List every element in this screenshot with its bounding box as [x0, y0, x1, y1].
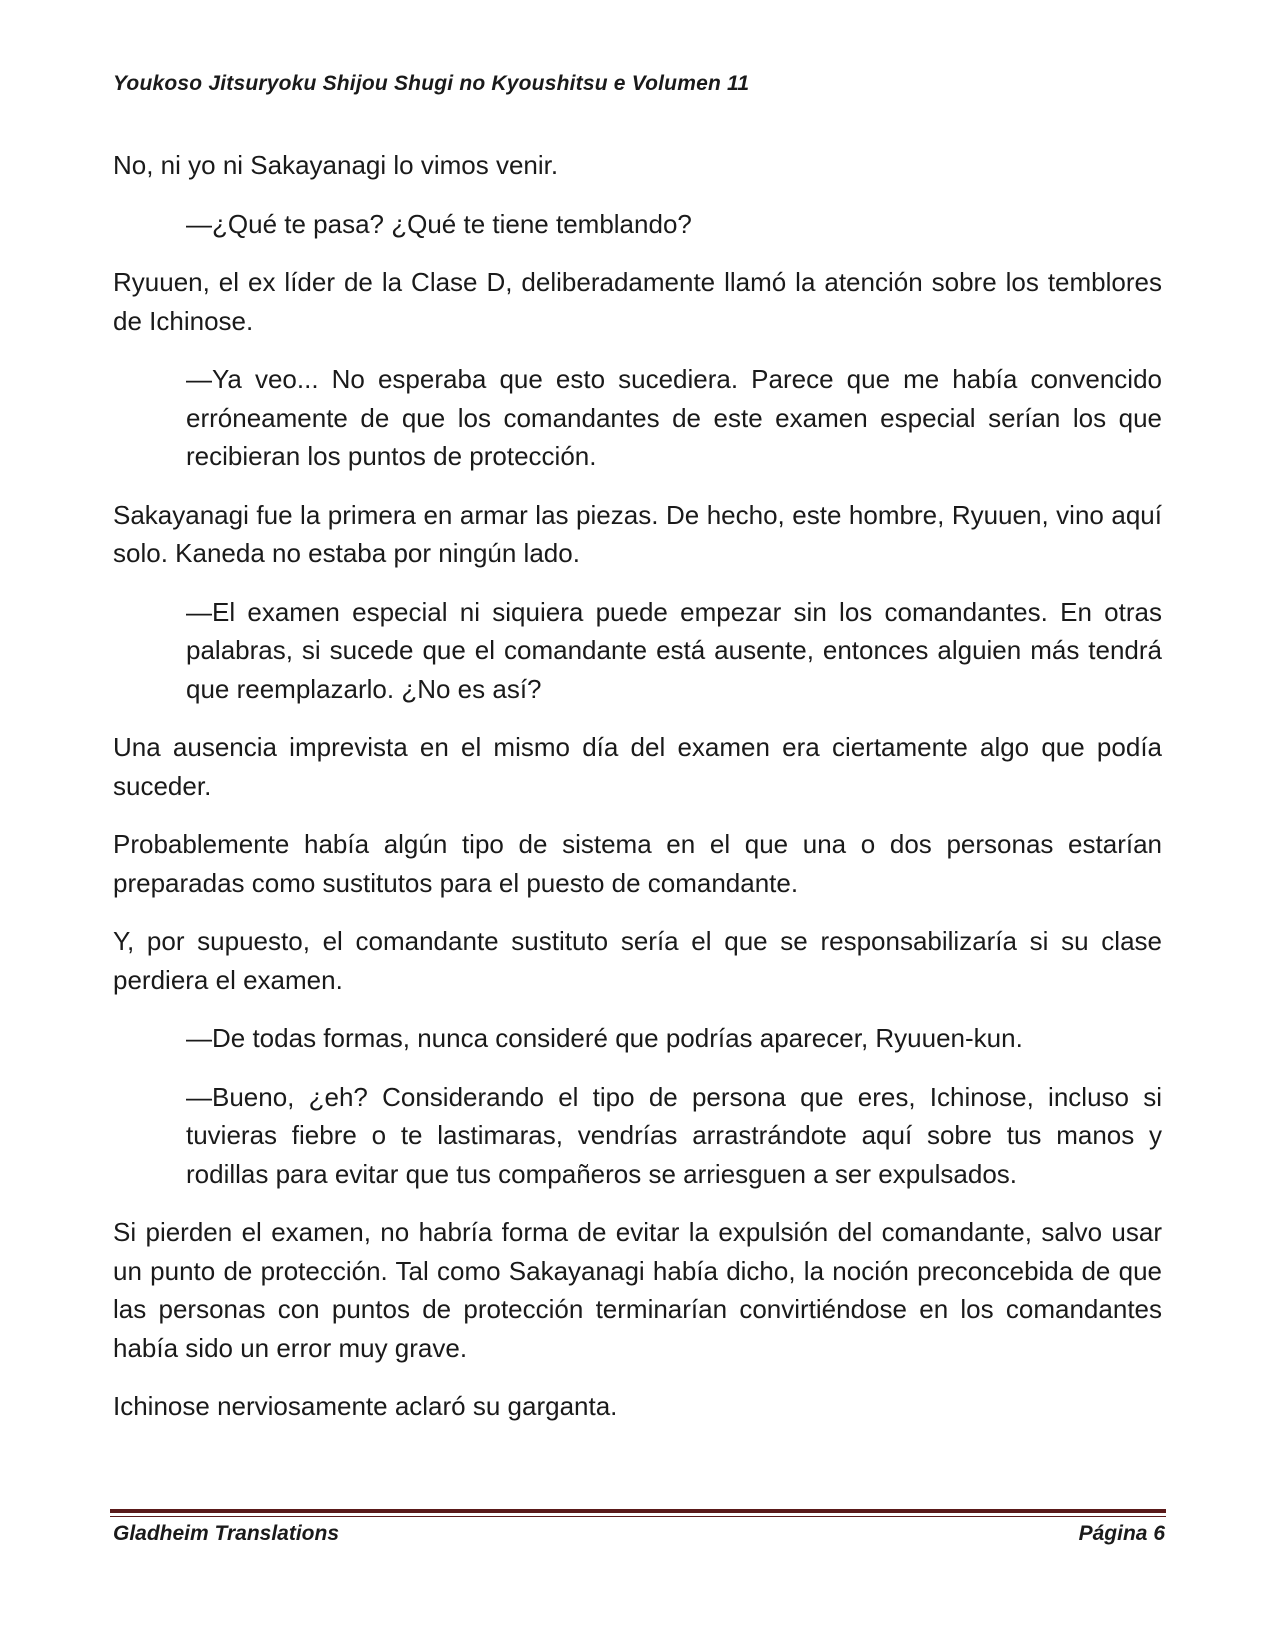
- footer-rule-thin: [110, 1516, 1166, 1517]
- dialogue-paragraph: —Ya veo... No esperaba que esto sucediera. Parece que me había convencido erróneamente de que los comandantes de este examen especial serían los que recibieran los puntos de protección.: [186, 364, 1162, 471]
- running-header: Youkoso Jitsuryoku Shijou Shugi no Kyoushitsu e Volumen 11: [113, 72, 750, 95]
- paragraph: Sakayanagi fue la primera en armar las piezas. De hecho, este hombre, Ryuuen, vino aquí solo. Kaneda no estaba por ningún lado.: [113, 499, 1162, 568]
- dialogue-paragraph: —De todas formas, nunca consideré que podrías aparecer, Ryuuen-kun.: [186, 1023, 1023, 1053]
- footer-credit: Gladheim Translations: [113, 1522, 340, 1545]
- paragraph: Una ausencia imprevista en el mismo día del examen era ciertamente algo que podía suceder.: [113, 732, 1162, 801]
- paragraph: No, ni yo ni Sakayanagi lo vimos venir.: [113, 150, 559, 180]
- paragraph: Probablemente había algún tipo de sistema en el que una o dos personas estarían preparadas como sustitutos para el puesto de comandante.: [113, 829, 1162, 898]
- paragraph: Y, por supuesto, el comandante sustituto sería el que se responsabilizaría si su clase perdiera el examen.: [113, 926, 1162, 995]
- dialogue-paragraph: —¿Qué te pasa? ¿Qué te tiene temblando?: [186, 208, 692, 239]
- paragraph: Ichinose nerviosamente aclaró su garganta.: [113, 1391, 618, 1421]
- paragraph: Ryuuen, el ex líder de la Clase D, deliberadamente llamó la atención sobre los temblores de Ichinose.: [113, 267, 1162, 336]
- dialogue-paragraph: —Bueno, ¿eh? Considerando el tipo de persona que eres, Ichinose, incluso si tuvieras fiebre o te lastimaras, vendrías arrastrándote aquí sobre tus manos y rodillas para evitar que tus compañeros se arriesguen a ser expulsados.: [186, 1081, 1162, 1189]
- body-text: [113, 146, 1162, 1446]
- footer-rule: [110, 1509, 1166, 1513]
- paragraph: Si pierden el examen, no habría forma de evitar la expulsión del comandante, salvo usar un punto de protección. Tal como Sakayanagi había dicho, la noción preconcebida de que las personas con puntos de protección terminarían convirtiéndose en los comandantes había sido un error muy grave.: [113, 1217, 1162, 1363]
- dialogue-paragraph: —El examen especial ni siquiera puede empezar sin los comandantes. En otras palabras, si sucede que el comandante está ausente, entonces alguien más tendrá que reemplazarlo. ¿No es así?: [186, 596, 1162, 704]
- page-number: Página 6: [1078, 1522, 1165, 1545]
